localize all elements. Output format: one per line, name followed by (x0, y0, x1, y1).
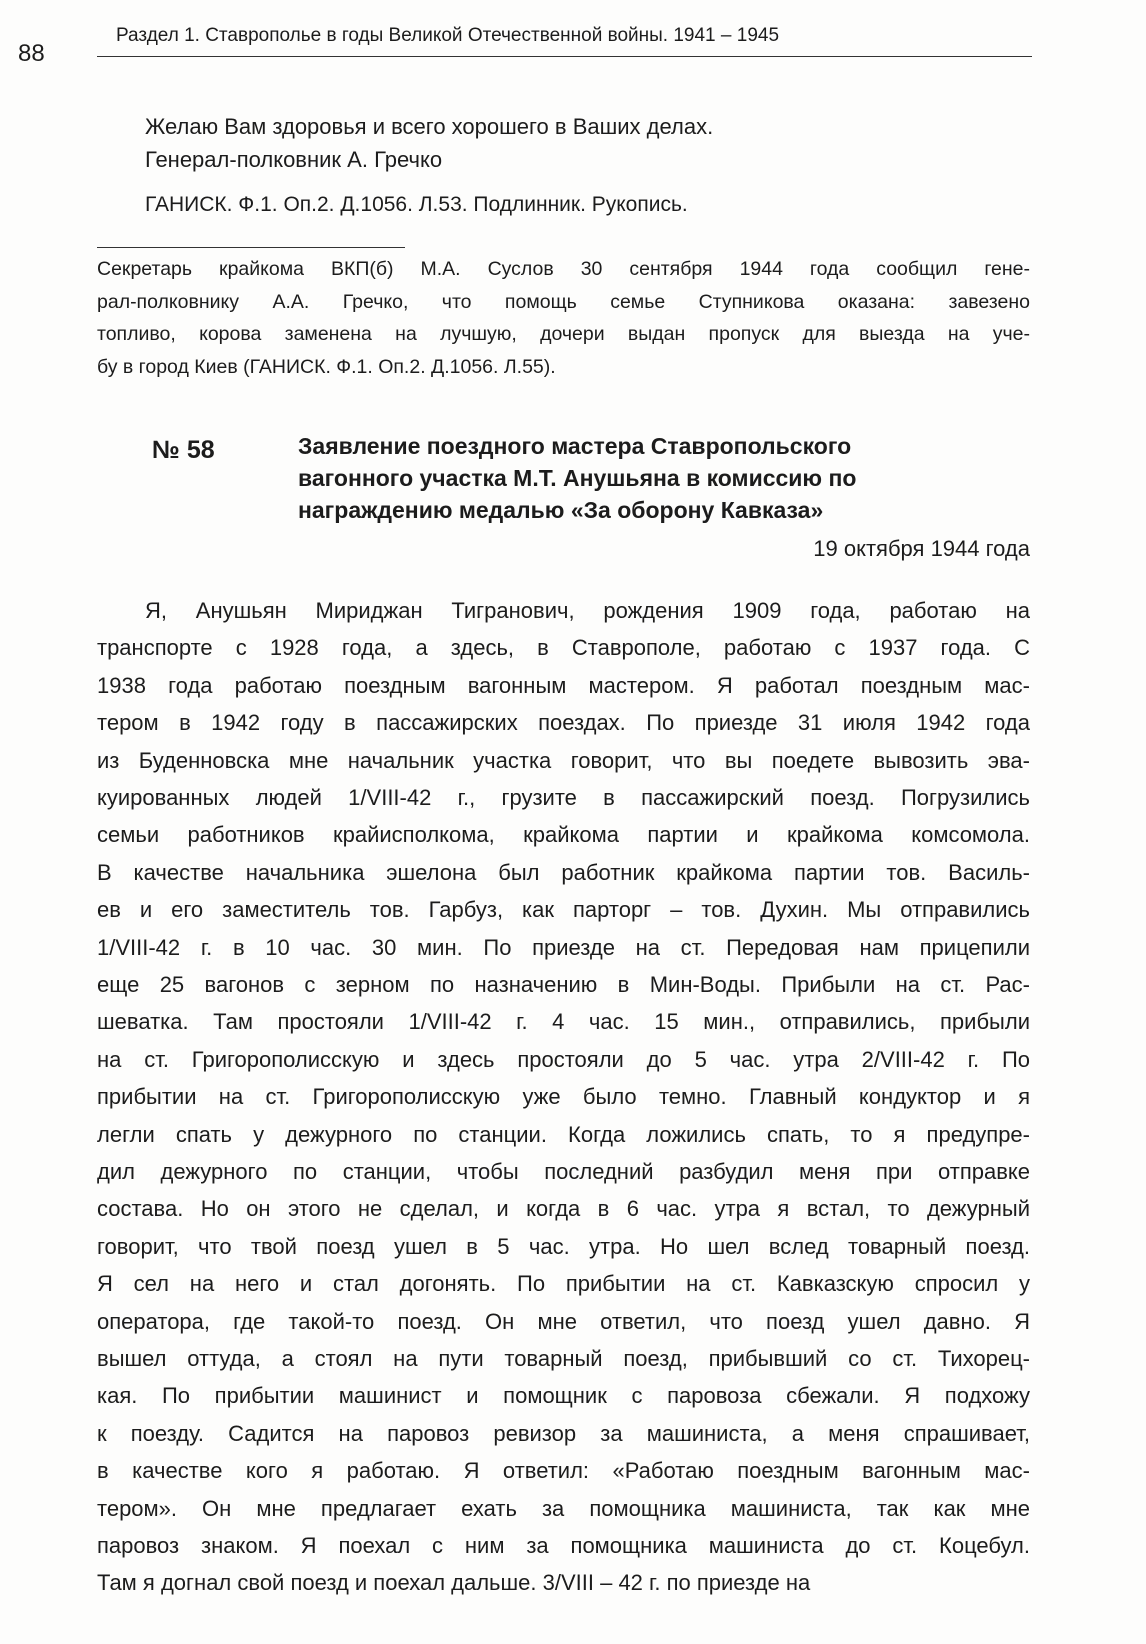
document-number: № 58 (152, 436, 215, 464)
body-line: Я, Анушьян Мириджан Тигранович, рождения 1909 года, работаю на (145, 598, 1030, 623)
body-line: дил дежурного по станции, чтобы последний разбудил меня при отправке (97, 1159, 1030, 1184)
document-title-line: награждению медалью «За оборону Кавказа» (298, 497, 824, 523)
archive-citation: ГАНИСК. Ф.1. Оп.2. Д.1056. Л.53. Подлинник. Рукопись. (145, 193, 688, 216)
body-line: Я сел на него и стал догонять. По прибытии на ст. Кавказскую спросил у (97, 1271, 1030, 1297)
body-line: прибытии на ст. Григорополисскую уже было темно. Главный кондуктор и я (97, 1084, 1030, 1110)
running-head: Раздел 1. Ставрополье в годы Великой Отечественной войны. 1941 – 1945 (116, 25, 780, 46)
document-title-line: Заявление поездного мастера Ставропольского (298, 433, 852, 459)
body-line: Там я догнал свой поезд и поехал дальше. 3/VIII – 42 г. по приезде на (97, 1570, 811, 1596)
body-line: легли спать у дежурного по станции. Когда ложились спать, то я предупре- (97, 1121, 1030, 1147)
body-line: к поезду. Садится на паровоз ревизор за машиниста, а меня спрашивает, (97, 1420, 1030, 1446)
body-line: В качестве начальника эшелона был работник крайкома партии тов. Василь- (97, 859, 1030, 885)
document-date: 19 октября 1944 года (813, 536, 1030, 561)
page-number: 88 (18, 40, 45, 67)
body-line: транспорте с 1928 года, а здесь, в Ставрополе, работаю с 1937 года. С (97, 635, 1030, 661)
signature: Генерал-полковник А. Гречко (145, 147, 443, 172)
body-line: состава. Но он этого не сделал, и когда в 6 час. утра я встал, то дежурный (97, 1196, 1030, 1222)
body-line: ев и его заместитель тов. Гарбуз, как парторг – тов. Духин. Мы отправились (97, 897, 1030, 923)
note-line: топливо, корова заменена на лучшую, дочери выдан пропуск для выезда на уче- (97, 323, 1030, 345)
header-rule (97, 56, 1032, 57)
body-line: семьи работников крайисполкома, крайкома партии и крайкома комсомола. (97, 822, 1030, 848)
document-title-line: вагонного участка М.Т. Анушьяна в комиссию по (298, 465, 857, 491)
body-line: вышел оттуда, а стоял на пути товарный поезд, прибывший со ст. Тихорец- (97, 1346, 1030, 1371)
body-line: тером в 1942 году в пассажирских поездах. По приезде 31 июля 1942 года (97, 710, 1030, 736)
note-line: Секретарь крайкома ВКП(б) М.А. Суслов 30 сентября 1944 года сообщил гене- (97, 258, 1030, 280)
body-line: в качестве кого я работаю. Я ответил: «Работаю поездным вагонным мас- (97, 1458, 1030, 1484)
closing-line: Желаю Вам здоровья и всего хорошего в Ваших делах. (145, 114, 714, 139)
body-line: шеватка. Там простояли 1/VIII-42 г. 4 час. 15 мин., отправились, прибыли (97, 1009, 1030, 1035)
body-line: тером». Он мне предлагает ехать за помощника машиниста, так как мне (97, 1495, 1030, 1521)
body-line: 1/VIII-42 г. в 10 час. 30 мин. По приезде на ст. Передовая нам прицепили (97, 934, 1030, 960)
note-line: бу в город Киев (ГАНИСК. Ф.1. Оп.2. Д.1056. Л.55). (97, 355, 556, 378)
body-line: паровоз знаком. Я поехал с ним за помощника машиниста до ст. Коцебул. (97, 1533, 1030, 1558)
footnote-rule (97, 247, 405, 248)
body-line: кая. По прибытии машинист и помощник с паровоза сбежали. Я подхожу (97, 1383, 1030, 1409)
body-line: на ст. Григорополисскую и здесь простояли до 5 час. утра 2/VIII-42 г. По (97, 1046, 1030, 1072)
body-line: говорит, что твой поезд ушел в 5 час. утра. Но шел вслед товарный поезд. (97, 1233, 1030, 1259)
body-line: оператора, где такой-то поезд. Он мне ответил, что поезд ушел давно. Я (97, 1308, 1030, 1334)
body-line: из Буденновска мне начальник участка говорит, что вы поедете вывозить эва- (97, 747, 1030, 773)
body-line: куированных людей 1/VIII-42 г., грузите в пассажирский поезд. Погрузились (97, 785, 1030, 810)
note-line: рал-полковнику А.А. Гречко, что помощь семье Ступникова оказана: завезено (97, 290, 1030, 313)
body-line: еще 25 вагонов с зерном по назначению в Мин-Воды. Прибыли на ст. Рас- (97, 972, 1030, 997)
body-line: 1938 года работаю поездным вагонным мастером. Я работал поездным мас- (97, 672, 1030, 698)
